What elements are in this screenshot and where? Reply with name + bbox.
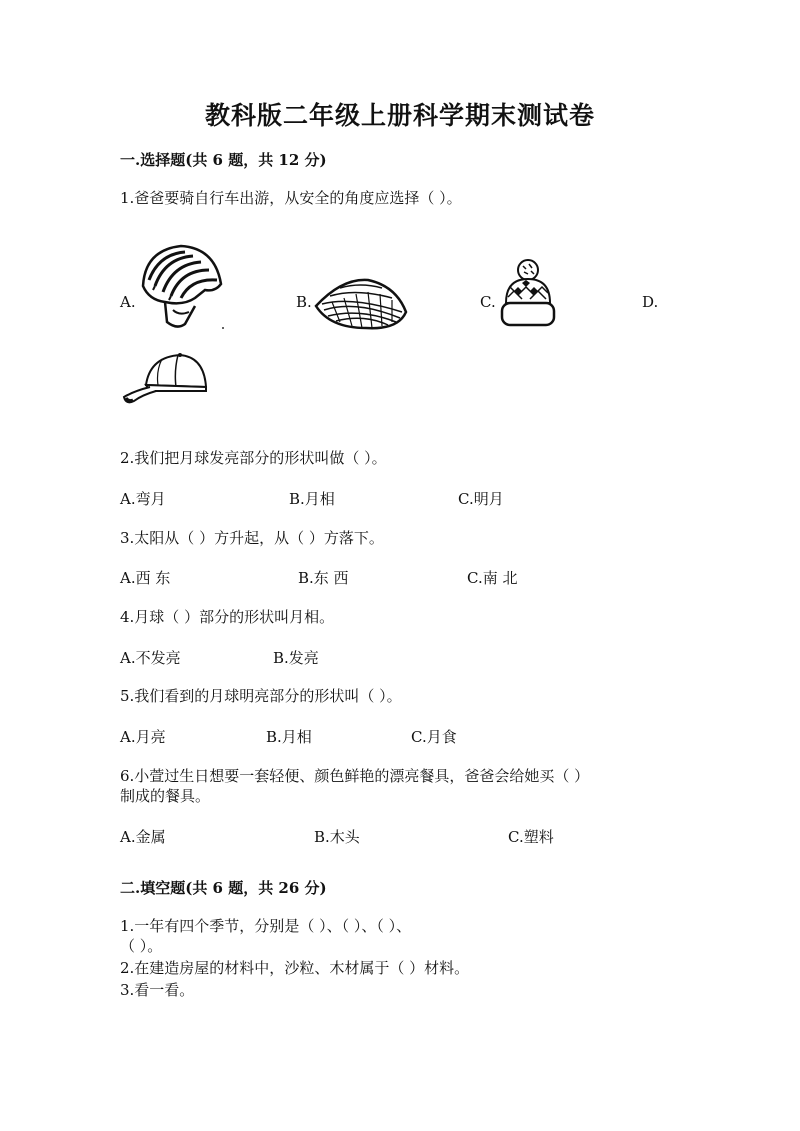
q1-option-c-label: C. bbox=[480, 293, 496, 311]
q5-option-a: A.月亮 bbox=[120, 728, 166, 746]
q6-option-a: A.金属 bbox=[120, 828, 166, 846]
question-3: 3.太阳从（ ）方升起，从（ ）方落下。 bbox=[120, 529, 384, 547]
section-heading-multiple-choice: 一.选择题(共 6 题，共 12 分) bbox=[120, 151, 327, 169]
question-5: 5.我们看到的月球明亮部分的形状叫（ ）。 bbox=[120, 687, 402, 705]
q3-option-c: C.南 北 bbox=[467, 569, 518, 587]
straw-hat-icon bbox=[312, 272, 410, 332]
question-6-line-1: 6.小萱过生日想要一套轻便、颜色鲜艳的漂亮餐具，爸爸会给她买（ ） bbox=[120, 767, 590, 785]
q3-option-a: A.西 东 bbox=[120, 569, 171, 587]
q2-option-c: C.明月 bbox=[458, 490, 504, 508]
q1-option-a-label: A. bbox=[120, 293, 136, 311]
q1-option-d-label: D. bbox=[642, 293, 659, 311]
question-1: 1.爸爸要骑自行车出游，从安全的角度应选择（ ）。 bbox=[120, 189, 462, 207]
fill-question-3: 3.看一看。 bbox=[120, 981, 195, 999]
baseball-cap-icon bbox=[120, 351, 212, 407]
q6-option-b: B.木头 bbox=[314, 828, 360, 846]
fill-question-2: 2.在建造房屋的材料中，沙粒、木材属于（ ）材料。 bbox=[120, 959, 470, 977]
fill-question-1-line-2: （ ）。 bbox=[120, 937, 163, 955]
q2-option-b: B.月相 bbox=[289, 490, 335, 508]
question-4: 4.月球（ ）部分的形状叫月相。 bbox=[120, 608, 335, 626]
q5-option-c: C.月食 bbox=[411, 728, 457, 746]
q3-option-b: B.东 西 bbox=[298, 569, 349, 587]
q5-option-b: B.月相 bbox=[266, 728, 312, 746]
q4-option-b: B.发亮 bbox=[273, 649, 319, 667]
q1-option-b-label: B. bbox=[296, 293, 312, 311]
q4-option-a: A.不发亮 bbox=[120, 649, 181, 667]
question-6-line-2: 制成的餐具。 bbox=[120, 787, 211, 805]
page-title: 教科版二年级上册科学期末测试卷 bbox=[204, 101, 595, 130]
fill-question-1-line-1: 1.一年有四个季节，分别是（ ）、（ ）、（ ）、 bbox=[120, 917, 412, 935]
q6-option-c: C.塑料 bbox=[508, 828, 554, 846]
question-2: 2.我们把月球发亮部分的形状叫做（ ）。 bbox=[120, 449, 387, 467]
knit-beanie-icon bbox=[496, 257, 560, 329]
section-heading-fill-in: 二.填空题(共 6 题，共 26 分) bbox=[120, 879, 327, 897]
bike-helmet-icon bbox=[135, 240, 227, 332]
q2-option-a: A.弯月 bbox=[120, 490, 166, 508]
